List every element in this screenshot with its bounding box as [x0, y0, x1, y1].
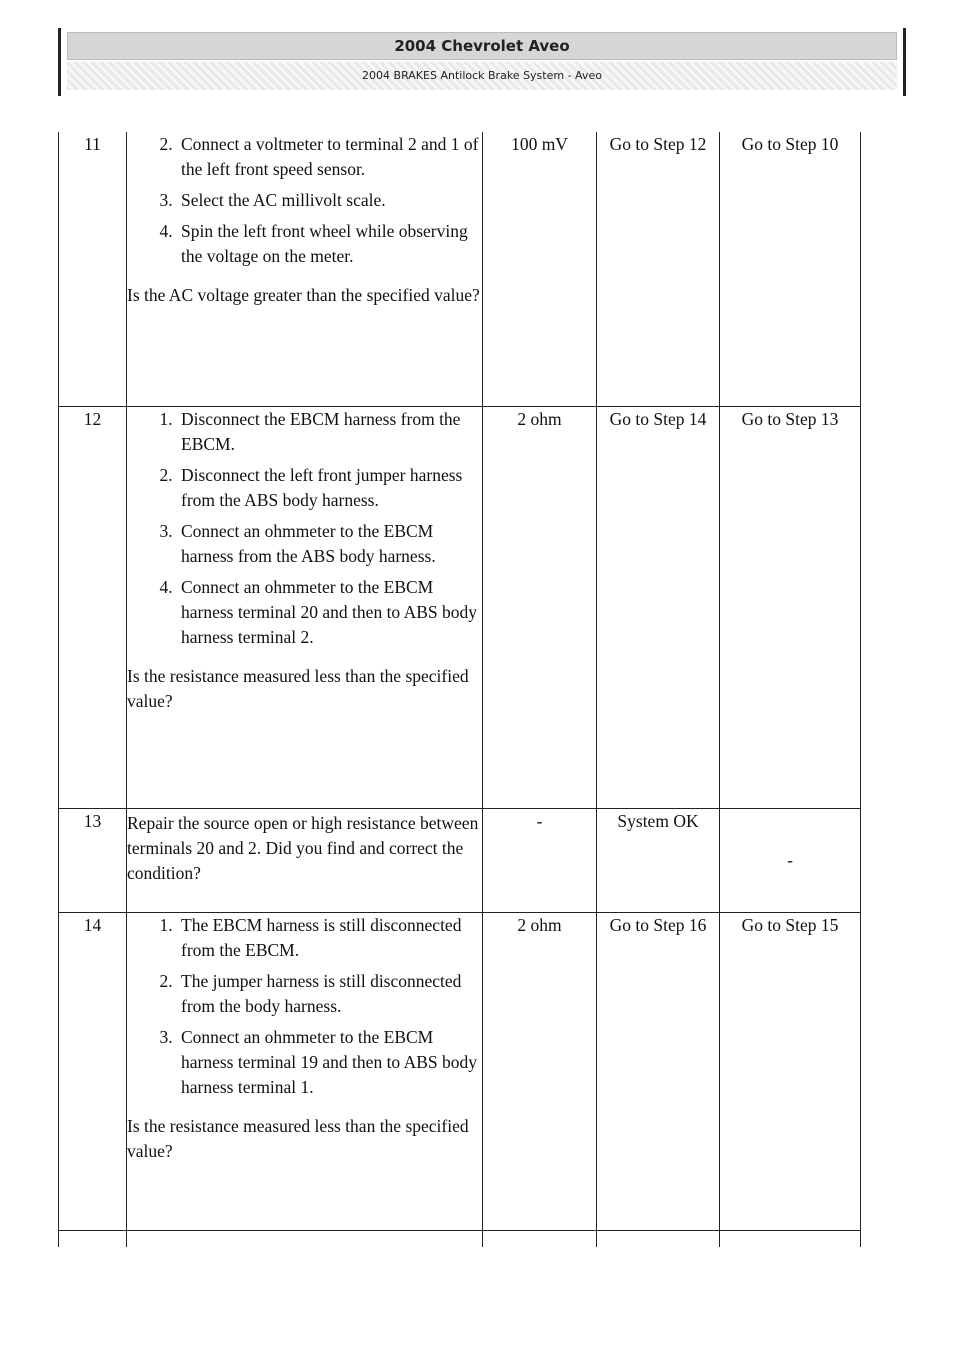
action-cell: Repair the source open or high resistance between terminals 20 and 2. Did you find and correct the condition? — [127, 808, 483, 912]
no-cell: Go to Step 13 — [720, 406, 861, 808]
no-cell: - — [720, 808, 861, 912]
value-cell: - — [483, 808, 597, 912]
action-item: 1. Disconnect the EBCM harness from the EBCM. — [177, 407, 482, 457]
action-cell — [127, 912, 483, 1230]
yes-cell: Go to Step 16 — [597, 912, 720, 1230]
action-list — [127, 913, 482, 1100]
yes-cell: Go to Step 12 — [597, 132, 720, 406]
value-cell: 2 ohm — [483, 912, 597, 1230]
action-item: 3. Connect an ohmmeter to the EBCM harness terminal 19 and then to ABS body harness terminal 1. — [177, 1025, 482, 1100]
page-header — [58, 28, 906, 96]
action-question: Is the resistance measured less than the specified value? — [127, 665, 469, 711]
action-item: 2. Disconnect the left front jumper harness from the ABS body harness. — [177, 463, 482, 513]
table-row — [59, 808, 861, 912]
document-subtitle: 2004 BRAKES Antilock Brake System - Aveo — [67, 62, 897, 90]
step-number: 13 — [59, 808, 127, 912]
table-row — [59, 406, 861, 808]
action-list — [127, 407, 482, 650]
action-item: 3. Select the AC millivolt scale. — [177, 188, 482, 213]
action-cell — [127, 132, 483, 406]
action-list — [127, 132, 482, 269]
no-cell: Go to Step 15 — [720, 912, 861, 1230]
action-question: Is the resistance measured less than the specified value? — [127, 1115, 469, 1161]
step-number: 12 — [59, 406, 127, 808]
step-number: 11 — [59, 132, 127, 406]
action-item: 3. Connect an ohmmeter to the EBCM harness from the ABS body harness. — [177, 519, 482, 569]
action-question: Is the AC voltage greater than the specified value? — [127, 285, 480, 305]
step-number: 14 — [59, 912, 127, 1230]
action-item: 2. The jumper harness is still disconnected from the body harness. — [177, 969, 482, 1019]
table-row — [59, 132, 861, 406]
action-item: 1. The EBCM harness is still disconnected from the EBCM. — [177, 913, 482, 963]
value-cell: 100 mV — [483, 132, 597, 406]
document-title: 2004 Chevrolet Aveo — [67, 32, 897, 60]
no-cell: Go to Step 10 — [720, 132, 861, 406]
yes-cell: System OK — [597, 808, 720, 912]
action-item: 4. Spin the left front wheel while observing the voltage on the meter. — [177, 219, 482, 269]
yes-cell: Go to Step 14 — [597, 406, 720, 808]
diagnostic-steps-table — [58, 132, 861, 1247]
action-item: 2. Connect a voltmeter to terminal 2 and 1 of the left front speed sensor. — [177, 132, 482, 182]
table-row-continuation — [59, 1230, 861, 1247]
action-item: 4. Connect an ohmmeter to the EBCM harness terminal 20 and then to ABS body harness terminal 2. — [177, 575, 482, 650]
value-cell: 2 ohm — [483, 406, 597, 808]
table-row — [59, 912, 861, 1230]
action-cell — [127, 406, 483, 808]
